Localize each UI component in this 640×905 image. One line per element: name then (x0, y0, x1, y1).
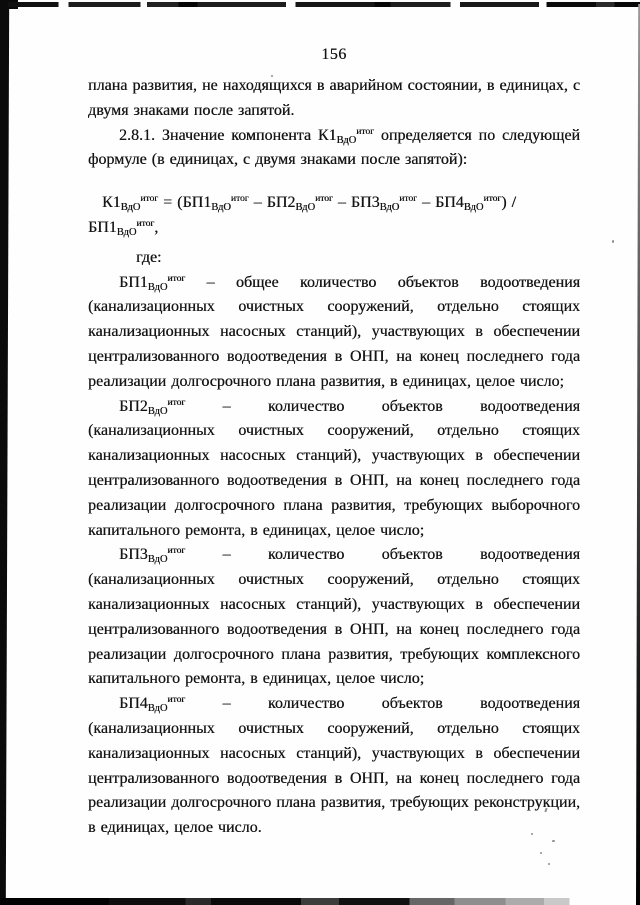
subscript: ВдО (147, 281, 168, 293)
paragraph: $БП2_{ВдО}^{итог}$ – количество объектов водоотведения (канализационных очистных сооружений, отдельно стоящих канализационных насосных станций), участвующих в обеспечении централизованного водоотведения в ОНП, на конец последнего года реализации долгосрочного плана развития, требующих выборочного капитального ремонта, в единицах, целое число; (88, 397, 580, 539)
superscript: итог (167, 273, 186, 284)
superscript: итог (136, 218, 155, 229)
scan-edge-left (0, 0, 10, 905)
superscript: итог (167, 397, 186, 408)
superscript: итог (356, 126, 374, 137)
paragraph: $К1_{ВдО}^{итог} = (БП1_{ВдО}^{итог} - БП2_{ВдО}^{итог} - БП3_{ВдО}^{итог} - БП4_{ВдО}^{итог}) / БП1_{ВдО}^{итог}$, (88, 194, 516, 238)
page-number: 156 (321, 46, 347, 63)
paragraph: $БП3_{ВдО}^{итог}$ – количество объектов водоотведения (канализационных очистных сооружений, отдельно стоящих канализационных насосных станций), участвующих в обеспечении централизованного водоотведения в ОНП, на конец последнего года реализации долгосрочного плана развития, требующих комплексного капитального ремонта, в единицах, целое число; (88, 546, 580, 688)
subscript: ВдО (120, 202, 141, 214)
superscript: итог (167, 695, 186, 706)
subscript: ВдО (336, 134, 357, 146)
subscript: ВдО (147, 703, 168, 715)
scan-speck (548, 863, 550, 865)
superscript: итог (399, 194, 418, 205)
superscript: итог (140, 194, 159, 205)
superscript: итог (230, 194, 249, 205)
paragraph: плана развития, не находящихся в аварийном состоянии, в единицах, с двумя знаками после запятой. (88, 77, 580, 119)
superscript: итог (315, 194, 333, 205)
subscript: ВдО (116, 226, 137, 238)
superscript: итог (167, 546, 186, 557)
scan-edge-top (8, 2, 640, 7)
subscript: ВдО (211, 202, 231, 214)
scan-edge-right (636, 4, 640, 905)
subscript: ВдО (463, 202, 484, 214)
subscript: ВдО (147, 554, 168, 566)
paragraph: $БП4_{ВдО}^{итог}$ – количество объектов водоотведения (канализационных очистных сооружений, отдельно стоящих канализационных насосных станций), участвующих в обеспечении централизованного водоотведения в ОНП, на конец последнего года реализации долгосрочного плана развития, требующих реконструкции, в единицах, целое число. (88, 695, 580, 837)
subscript: ВдО (147, 405, 168, 417)
scan-speck (612, 240, 614, 243)
subscript: ВдО (379, 202, 400, 214)
document-body (88, 74, 580, 841)
superscript: итог (483, 194, 502, 205)
paragraph: где: (136, 248, 162, 266)
subscript: ВдО (295, 202, 316, 214)
paragraph: $БП1_{ВдО}^{итог}$ – общее количество объектов водоотведения (канализационных очистных сооружений, отдельно стоящих канализационных насосных станций), участвующих в обеспечении централизованного водоотведения в ОНП, на конец последнего года реализации долгосрочного плана развития, в единицах, целое число; (88, 273, 580, 390)
scan-edge-bottom (0, 898, 640, 905)
paragraph: 2.8.1. Значение компонента $К1_{ВдО}^{итог}$ определяется по следующей формуле (в единицах, с двумя знаками после запятой): (88, 126, 580, 169)
scan-speck (540, 852, 542, 854)
